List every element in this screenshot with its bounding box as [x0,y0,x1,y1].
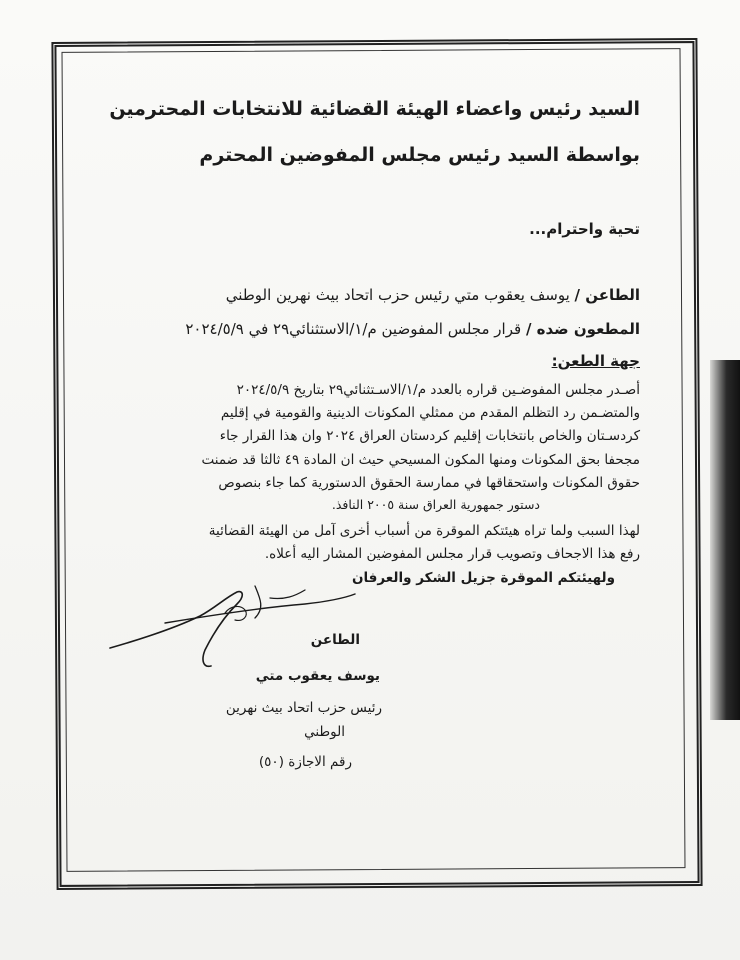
license-number: رقم الاجازة (٥٠) [258,754,352,770]
greeting: تحية واحترام... [529,220,640,238]
body-line-2: والمتضـمن رد التظلم المقدم من ممثلي المكونات الدينية والقومية في إقليم [220,405,640,421]
closing-line: ولهيئتكم الموقرة جزيل الشكر والعرفان [351,570,615,586]
body-line-5: حقوق المكونات واستحقاقها في ممارسة الحقوق الدستورية كما جاء بنصوص [218,475,640,491]
address-line-2: بواسطة السيد رئيس مجلس المفوضين المحترم [199,144,640,166]
body-line-1: أصـدر مجلس المفوضـين قراره بالعدد م/١/الاسـتثنائي٢٩ بتاريخ ٢٠٢٤/٥/٩ [236,382,640,398]
signer-position-1: رئيس حزب اتحاد بيث نهرين [225,700,382,716]
signer-title: الطاعن [310,632,360,648]
respondent-value: قرار مجلس المفوضين م/١/الاستثنائي٢٩ في ٢٠٢٤/٥/٩ [185,320,522,338]
scan-shadow-edge [710,360,740,720]
signer-name: يوسف يعقوب متي [255,668,380,684]
body-line-3: كردسـتان والخاص بانتخابات إقليم كردستان العراق ٢٠٢٤ وان هذا القرار جاء [219,428,640,444]
request-line-2: رفع هذا الاجحاف وتصويب قرار مجلس المفوضين المشار اليه أعلاه. [264,546,640,562]
appellant-label: الطاعن / [574,286,640,304]
appellant-value: يوسف يعقوب متي رئيس حزب اتحاد بيث نهرين الوطني [225,286,570,304]
body-line-6: دستور جمهورية العراق سنة ٢٠٠٥ النافذ. [331,497,540,512]
handwritten-signature [105,578,365,688]
address-line-1: السيد رئيس واعضاء الهيئة القضائية للانتخابات المحترمين [109,98,640,120]
signer-position-2: الوطني [304,724,345,740]
body-line-4: مجحفا بحق المكونات ومنها المكون المسيحي حيث ان المادة ٤٩ ثالثا قد ضمنت [201,452,640,468]
respondent-label: المطعون ضده / [525,320,640,338]
request-line-1: لهذا السبب ولما تراه هيئتكم الموقرة من أسباب أخرى آمل من الهيئة القضائية [208,523,640,539]
respondent-line [185,320,640,338]
appellant-line [226,286,640,304]
appeal-letter [80,60,640,840]
grounds-heading: جهة الطعن: [551,352,640,370]
